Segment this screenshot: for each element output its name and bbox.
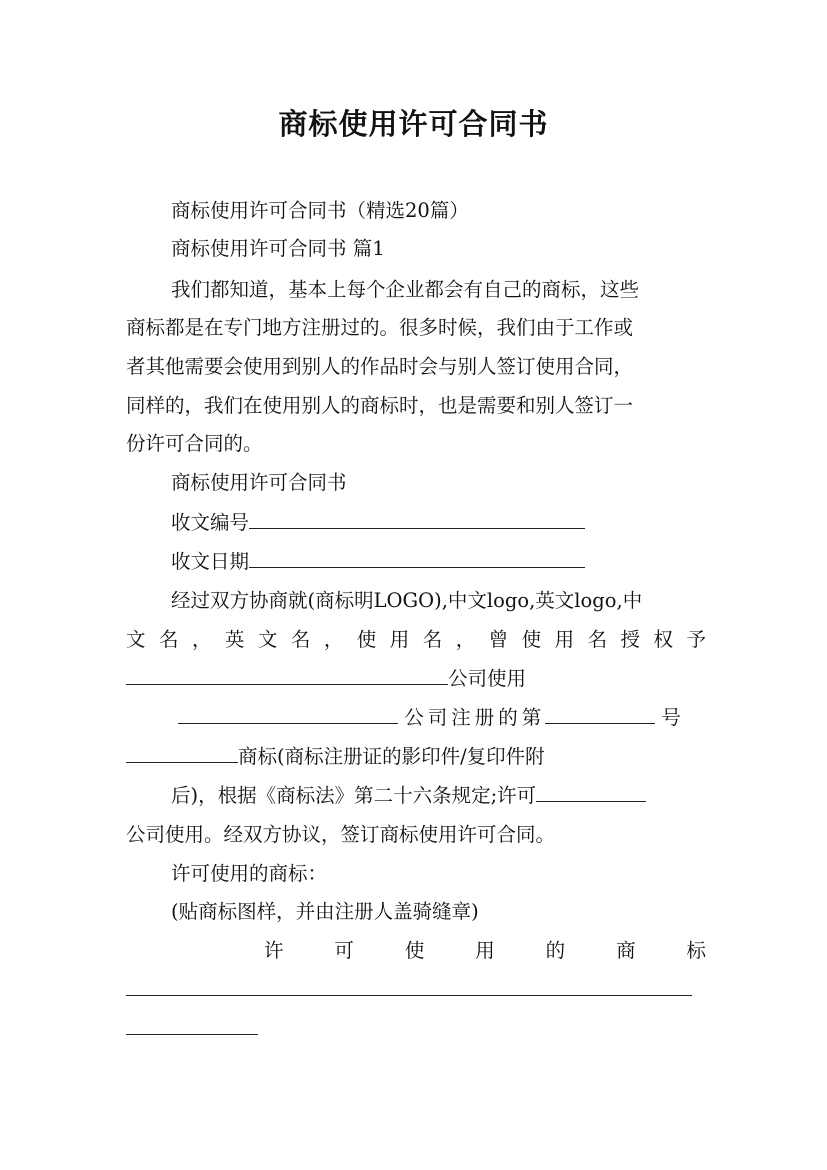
licensed-marks-label: 许可使用的商标： (171, 862, 328, 885)
licensor-company-blank (178, 705, 398, 724)
trademark-number-blank (126, 744, 238, 763)
contract-heading: 商标使用许可合同书 (171, 471, 347, 494)
document-title: 商标使用许可合同书 (278, 107, 549, 141)
company-use-row (126, 666, 706, 692)
signature-line-2 (126, 1034, 258, 1035)
registration-row (178, 705, 706, 731)
trademark-copy-text: 商标(商标注册证的影印件/复印件附 (238, 745, 545, 768)
company-use-text: 公司使用 (448, 667, 527, 690)
intro-line-1: 我们都知道，基本上每个企业都会有自己的商标，这些 (171, 278, 640, 301)
receipt-date-label: 收文日期 (171, 550, 250, 573)
company-registered-text: 公司注册的第 (404, 706, 546, 729)
receipt-date-blank (249, 549, 585, 568)
law-text: 后)，根据《商标法》第二十六条规定;许可 (171, 784, 537, 807)
section-heading: 商标使用许可合同书 篇1 (171, 237, 385, 260)
document-subtitle: 商标使用许可合同书（精选20篇） (171, 199, 469, 222)
clause-line-2: 文名，英文名，使用名，曾使用名授权予 (126, 628, 706, 651)
number-suffix: 号 (661, 706, 681, 729)
intro-line-5: 份许可合同的。 (126, 432, 263, 455)
receipt-number-blank (249, 510, 585, 529)
agreement-line: 公司使用。经双方协议，签订商标使用许可合同。 (126, 823, 556, 846)
licensee-company-blank (126, 666, 448, 685)
registration-number-blank (545, 705, 655, 724)
licensed-marks-line: 许可使用的商标 (264, 939, 706, 962)
intro-line-3: 者其他需要会使用到别人的作品时会与别人签订使用合同， (126, 355, 634, 378)
receipt-date-row (171, 549, 706, 575)
signature-line-1 (126, 995, 692, 996)
clause-line-1: 经过双方协商就(商标明LOGO),中文logo,英文logo,中 (171, 589, 643, 612)
intro-line-2: 商标都是在专门地方注册过的。很多时候，我们由于工作或 (126, 316, 634, 339)
licensee-blank (536, 783, 646, 802)
intro-line-4: 同样的，我们在使用别人的商标时，也是需要和别人签订一 (126, 394, 634, 417)
receipt-number-row (171, 510, 706, 536)
trademark-copy-row (126, 744, 706, 770)
law-row (171, 783, 706, 809)
affix-note: (贴商标图样，并由注册人盖骑缝章) (171, 900, 479, 923)
receipt-number-label: 收文编号 (171, 511, 250, 534)
